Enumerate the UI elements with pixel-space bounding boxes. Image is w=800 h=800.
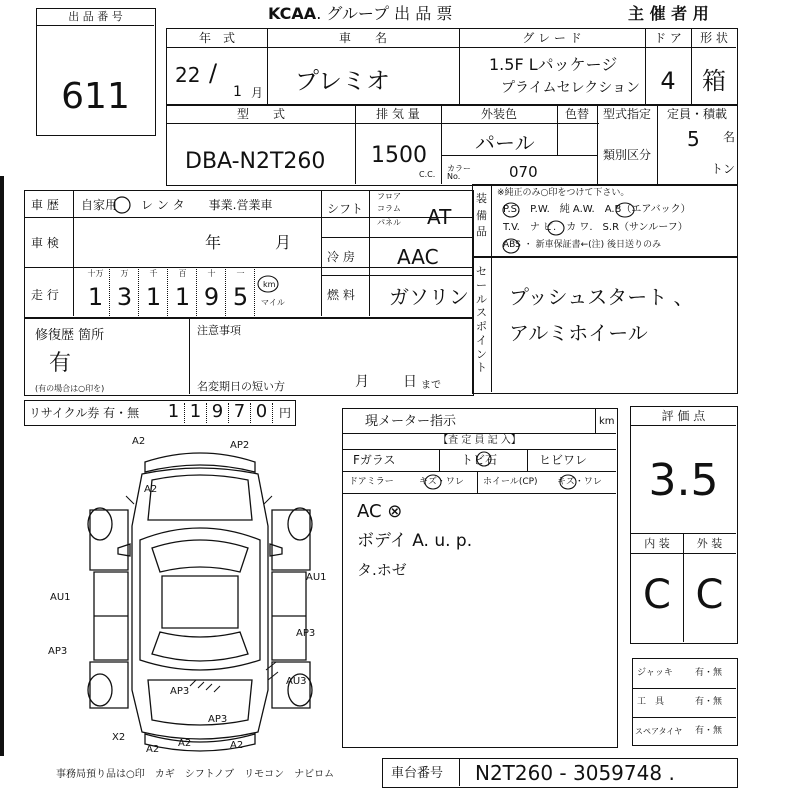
equipment-circle-marks [473,185,739,259]
mileage-digit: 1 [87,283,104,311]
evaluation-label: 評 価 点 [661,409,706,423]
km-label: km [263,280,276,289]
spare-options: 有・無 [695,726,723,736]
mile-label: マイル [261,298,285,307]
mirror-options: キズ・ワレ [419,477,464,487]
damage-mark-label: AU3 [286,676,307,687]
recycle-digit: 9 [207,403,229,423]
equipment-note: ※純正のみ○印をつけて下さい。 [497,188,630,198]
office-note: 事務局預り品は○印 カギ シフトノブ リモコン ナビロム [56,769,335,780]
shaken-label: 車 検 [31,236,59,250]
mileage-digit: 1 [145,283,162,311]
wheel-rear-left [88,674,112,706]
history-label-col [73,191,74,316]
history-block [24,190,474,318]
ton-unit: トン [711,162,736,176]
ac-value: AAC [397,245,439,269]
spare-label: スペアタイヤ [635,727,683,736]
color-change-label: 色替 [564,107,589,121]
month-suffix: 月 [251,86,264,100]
inspector-note-1: AC ⊗ [357,501,403,522]
mileage-cell [81,267,110,316]
chassis-label: 車台番号 [391,766,444,781]
acc-hline-1 [633,688,736,689]
chip-label: トビ石 [461,453,498,467]
mileage-cell [110,267,139,316]
sales-point-label: セールスポイント [476,265,487,375]
recycle-block [24,400,296,426]
wheel-options: キズ・ワレ [557,477,602,487]
sales-point-line-1: プッシュスタート 、 [509,285,694,309]
color-code-value: 070 [509,163,538,181]
title-brand: KCAA [268,4,317,23]
mileage-unit-label: 一 [236,269,245,278]
lot-number-divider [37,25,154,26]
equipment-block [472,184,738,258]
recycle-unit: 円 [279,406,292,420]
ac-label: 冷 房 [327,250,355,264]
shift-label-col [369,191,370,316]
mileage-digit: 5 [232,283,249,311]
mileage-label: 走 行 [31,288,59,302]
shift-value: AT [427,205,452,229]
year-separator: / [209,59,218,87]
lot-number-box [36,8,156,136]
inspector-note-2: ボデイ A. u. p. [357,531,473,551]
windshield [152,540,248,572]
repair-block [24,318,474,396]
front-bumper [145,453,255,472]
recycle-digit: 0 [251,403,273,423]
glass-label: Fガラス [353,453,396,467]
deadline-month: 月 [355,374,369,390]
row2-color-split [441,155,597,156]
form-title [268,6,452,22]
rear-window [152,632,248,661]
inspector-circle-marks [343,409,619,509]
mileage-unit-label: 十 [207,269,216,278]
deadline-label: 名変期日の短い方 [197,380,285,393]
mileage-unit-label: 十万 [87,269,104,278]
equipment-line-1: P.S. P.W. 純 A.W. A.B（エアバック） [503,204,691,215]
equipment-line-3: ABS ・ 新車保証書←(注) 後日送りのみ [503,240,662,250]
recycle-digit: 1 [185,403,207,423]
capacity-value: 5 [687,127,700,151]
damage-mark-label: A2 [132,436,146,447]
shift-label: シフト [327,202,364,216]
door-label: ド ア [654,31,682,45]
sales-point-line-2: アルミホイール [509,321,648,345]
exterior-value: C [695,572,724,618]
recycle-label: リサイクル券 有・無 [29,406,140,420]
wheel-label: ホイール(CP) [483,477,538,487]
tool-options: 有・無 [695,697,723,707]
row1-header-line [167,47,736,48]
jack-options: 有・無 [695,668,723,678]
chassis-value: N2T260 - 3059748 . [475,761,675,785]
mileage-unit-label: 百 [178,269,187,278]
damage-mark-label: A2 [230,740,244,751]
displacement-label: 排 気 量 [376,107,420,121]
type-value: DBA-N2T260 [185,149,326,174]
damage-mark-label: AU1 [306,572,327,583]
accessories-block [632,658,738,746]
damage-mark-label: AP3 [48,646,68,657]
damage-mark-label: AP3 [208,714,228,725]
inspector-section-label: 【査 定 員 記 入】 [438,435,521,446]
history-hline-1 [25,217,472,218]
cc-label: C.C. [419,170,436,179]
shift-hline-2 [321,275,472,276]
shift-option-column: コラム [377,204,401,213]
jack-label: ジャッキ [637,668,673,678]
door-value: 4 [660,67,676,95]
grade-label: グ レ ー ド [522,31,582,45]
exterior-label: 外 装 [696,537,723,550]
trunk-panel [148,680,252,725]
mileage-cell [197,267,226,316]
recycle-digit: 1 [163,403,185,423]
repair-col [189,319,190,394]
color-label: 外装色 [480,107,517,121]
shape-value: 箱 [702,67,726,95]
damage-mark-label: AP2 [230,440,250,451]
mileage-cell [168,267,197,316]
meter-unit: km [599,416,615,427]
mirror-label: ドアミラー [349,477,394,487]
shape-label: 形 状 [700,31,728,45]
year-label: 年 式 [198,31,235,45]
roof-panel [162,576,238,628]
interior-label: 内 装 [644,537,670,550]
inspector-note-3: タ.ホゼ [357,561,407,579]
grade-line-2: プライムセレクション [501,80,641,96]
interior-value: C [643,572,671,618]
wheel-front-left [88,508,112,540]
sales-point-label-col [491,257,492,392]
mileage-digit: 1 [174,283,191,311]
title-rest: . グループ 出 品 票 [316,4,453,23]
damage-mark-label: A2 [144,484,158,495]
repair-label: 修復歴 箇所 [35,328,105,343]
left-front-fender [90,510,128,570]
shaken-year: 年 [205,233,222,252]
shift-option-panel: パネル [377,218,401,227]
mileage-cell [226,267,255,316]
class-label: 類別区分 [602,148,651,162]
vehicle-info-top [166,28,738,106]
capacity-unit: 名 [723,130,736,144]
month-value: 1 [233,84,242,100]
lot-number-label: 出 品 番 号 [68,10,123,23]
type-label: 型 式 [236,107,285,121]
right-front-fender [272,510,310,570]
history-options: 自家用 レ ン タ 事業.営業車 [81,198,273,212]
mileage-unit-label: 万 [120,269,129,278]
model-spec-label: 型式指定 [602,107,651,121]
wheel-front-right [288,508,312,540]
damage-mark-label: AP3 [170,686,190,697]
mileage-cell [139,267,168,316]
damage-mark-label: A2 [146,744,160,755]
damage-mark-label: AP3 [296,628,316,639]
scan-edge [0,176,4,756]
capacity-label: 定員・積載 [666,107,727,121]
history-label: 車 歴 [31,198,59,212]
deadline-day: 日 [403,374,417,390]
shift-hline-1 [321,237,472,238]
damage-mark-label: AU1 [50,592,71,603]
row2-header-line [167,123,599,124]
repair-note: (有の場合は○印を) [35,384,105,393]
sales-point-block [472,256,738,394]
inspector-block [342,408,618,748]
recycle-digit: 7 [229,403,251,423]
year-value: 22 [175,63,201,87]
acc-hline-2 [633,717,736,718]
history-shift-col [321,191,322,316]
mileage-unit-label: 千 [149,269,158,278]
mileage-digit: 3 [116,283,133,311]
damage-mark-label: A2 [178,738,192,749]
vehicle-info-mid [166,104,738,186]
car-diagram [48,436,330,760]
color-code-label: カラー No. [447,164,471,181]
km-circle-mark [257,275,279,293]
history-circle-mark [111,194,133,216]
model-value: プレミオ [295,67,391,95]
meter-label: 現メーター指示 [365,414,457,429]
chassis-block [382,758,738,788]
displacement-value: 1500 [371,143,427,168]
hood-panel [148,475,252,520]
fuel-label: 燃 料 [327,288,355,302]
model-label: 車 名 [338,31,387,45]
copy-label: 主 催 者 用 [628,4,709,23]
crack-label: ヒビワレ [539,453,588,467]
repair-value: 有 [49,351,72,376]
caution-label: 注意事項 [197,324,241,337]
color-value: パール [475,131,535,155]
tool-label: 工 具 [637,697,665,707]
shift-option-floor: フロア [377,192,401,201]
deadline-suffix: まで [421,380,441,391]
mileage-digit: 9 [203,283,220,311]
lot-number-value: 611 [61,76,130,117]
eval-hline-1 [631,425,736,426]
fuel-value: ガソリン [389,285,469,309]
equipment-label: 装備品 [476,192,487,238]
grade-line-1: 1.5F Lパッケージ [489,55,618,74]
cabin-outline [140,528,260,670]
equipment-line-2: T.V. ナ ビ. カ ワ. S.R（サンルーフ） [503,222,688,233]
chassis-col [459,759,460,786]
shaken-month: 月 [275,233,292,252]
car-body-outline [132,468,268,739]
evaluation-score: 3.5 [648,455,719,506]
damage-mark-label: X2 [112,732,126,743]
evaluation-block [630,406,738,644]
